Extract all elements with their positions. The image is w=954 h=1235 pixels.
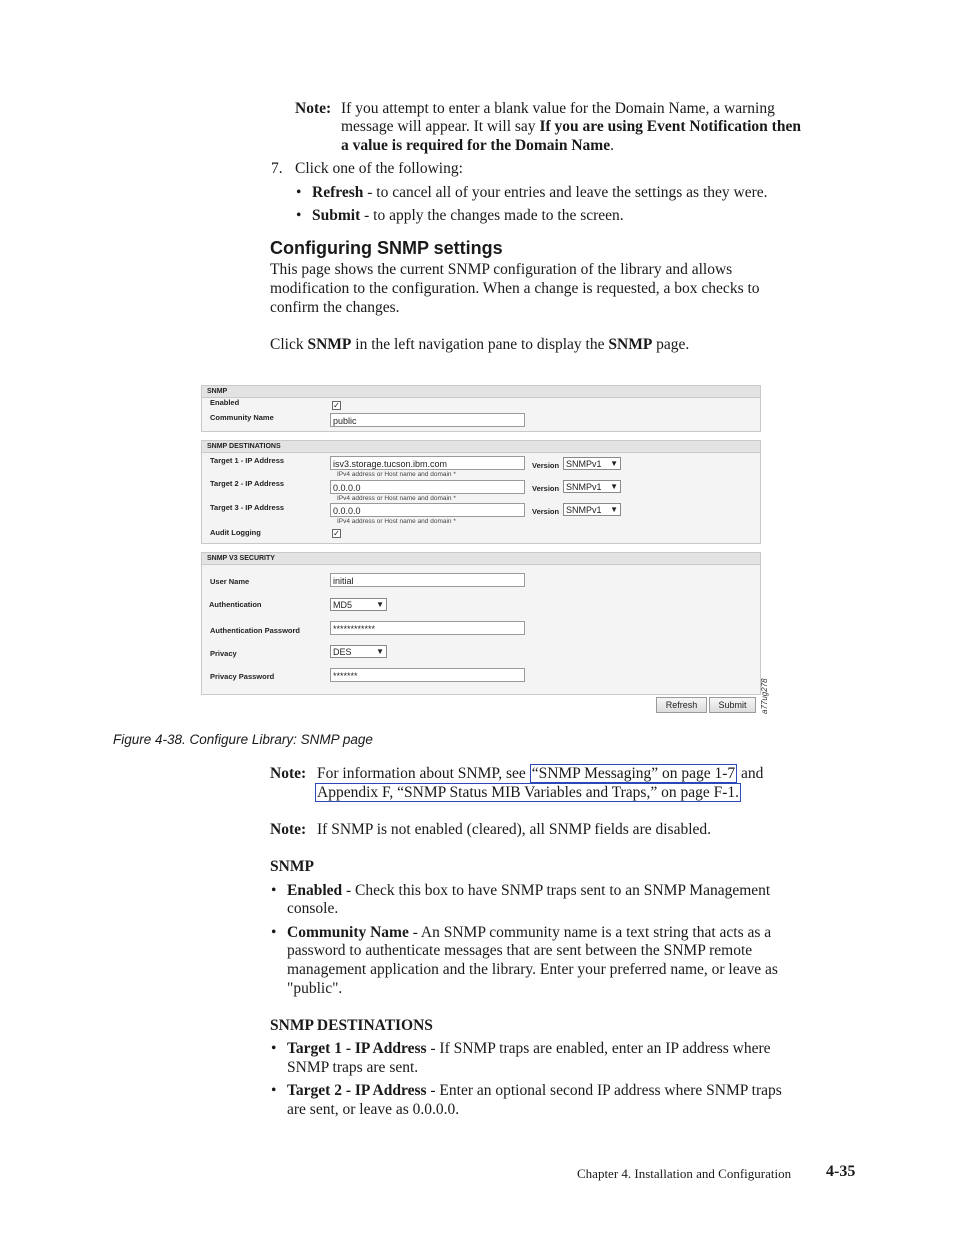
click-instruction: Click SNMP in the left navigation pane to display the SNMP page. xyxy=(270,336,690,353)
target2-input[interactable]: 0.0.0.0 xyxy=(330,480,525,494)
step-number: 7. xyxy=(271,160,283,177)
note3-label: Note: xyxy=(270,821,307,838)
chevron-down-icon: ▼ xyxy=(376,600,384,609)
community-description: password to authenticate messages that are sent between the SNMP remote xyxy=(287,942,753,959)
bullet-submit: Submit - to apply the changes made to the screen. xyxy=(312,207,624,224)
figure-caption: Figure 4-38. Configure Library: SNMP page xyxy=(113,732,373,747)
appendix-f-link[interactable]: Appendix F, “SNMP Status MIB Variables and Traps,” on page F-1. xyxy=(317,784,739,801)
privacy-password-input[interactable]: ******* xyxy=(330,668,525,682)
authentication-password-input[interactable]: ************ xyxy=(330,621,525,635)
refresh-button[interactable]: Refresh xyxy=(656,697,707,713)
enabled-description: Enabled - Check this box to have SNMP traps sent to an SNMP Management xyxy=(287,882,771,899)
authentication-label: Authentication xyxy=(209,600,262,609)
snmp-screenshot-figure xyxy=(201,384,781,719)
step-text: Click one of the following: xyxy=(295,160,463,177)
target2-version-label: Version xyxy=(532,484,560,493)
community-description: "public". xyxy=(287,980,343,997)
note-text: If you attempt to enter a blank value for the Domain Name, a warning xyxy=(341,100,775,117)
target3-version-label: Version xyxy=(532,507,560,516)
snmp-destinations-panel xyxy=(201,440,761,544)
privacy-label: Privacy xyxy=(210,649,237,658)
note3-text: If SNMP is not enabled (cleared), all SNMP fields are disabled. xyxy=(317,821,712,838)
target3-version-select[interactable]: SNMPv1 ▼ xyxy=(563,503,621,516)
target3-input[interactable]: 0.0.0.0 xyxy=(330,503,525,517)
bullet-refresh: Refresh - to cancel all of your entries and leave the settings as they were. xyxy=(312,184,768,201)
chevron-down-icon: ▼ xyxy=(376,647,384,656)
page-number: 4-35 xyxy=(826,1163,856,1180)
target3-hint: IPv4 address or Host name and domain * xyxy=(337,518,456,525)
target1-description: Target 1 - IP Address - If SNMP traps are enabled, enter an IP address where xyxy=(287,1040,771,1057)
note2-text xyxy=(315,783,741,802)
footer-chapter: Chapter 4. Installation and Configuration xyxy=(577,1166,792,1181)
note-text: a value is required for the Domain Name. xyxy=(341,137,614,154)
audit-logging-label: Audit Logging xyxy=(210,528,261,537)
privacy-select[interactable]: DES ▼ xyxy=(330,645,387,658)
community-name-input[interactable]: public xyxy=(330,413,525,427)
note2-text: For information about SNMP, see “SNMP Messaging” on page 1-7 and xyxy=(317,765,764,782)
target1-version-select[interactable]: SNMPv1 ▼ xyxy=(563,457,621,470)
submit-button[interactable]: Submit xyxy=(709,697,756,713)
user-name-input[interactable]: initial xyxy=(330,573,525,587)
target1-input[interactable]: isv3.storage.tucson.ibm.com xyxy=(330,456,525,470)
section-paragraph: confirm the changes. xyxy=(270,299,400,316)
authentication-password-label: Authentication Password xyxy=(210,626,301,635)
bullet-dot: • xyxy=(296,207,302,224)
bullet-dot: • xyxy=(296,184,302,201)
enabled-label: Enabled xyxy=(210,398,240,407)
bullet-dot: • xyxy=(271,924,277,941)
chevron-down-icon: ▼ xyxy=(610,459,618,468)
bullet-dot: • xyxy=(271,882,277,899)
target3-label: Target 3 - IP Address xyxy=(210,503,285,512)
user-name-label: User Name xyxy=(210,577,250,586)
snmp-v3-security-panel xyxy=(201,552,761,695)
authentication-select[interactable]: MD5 ▼ xyxy=(330,598,387,611)
target1-hint: IPv4 address or Host name and domain * xyxy=(337,471,456,478)
section-paragraph: This page shows the current SNMP configuration of the library and allows xyxy=(270,261,733,278)
destinations-panel-title: SNMP DESTINATIONS xyxy=(202,441,760,453)
note2-label: Note: xyxy=(270,765,307,782)
chevron-down-icon: ▼ xyxy=(610,505,618,514)
snmp-subheading: SNMP xyxy=(270,858,314,875)
snmp-panel-title: SNMP xyxy=(202,386,760,398)
community-name-label: Community Name xyxy=(210,413,274,422)
v3-panel-title: SNMP V3 SECURITY xyxy=(202,553,760,565)
section-paragraph: modification to the configuration. When a change is requested, a box checks to xyxy=(270,280,760,297)
bullet-dot: • xyxy=(271,1082,277,1099)
community-description: Community Name - An SNMP community name is a text string that acts as a xyxy=(287,924,772,941)
note-label: Note: xyxy=(295,100,332,117)
figure-id-tag: a77ug278 xyxy=(760,678,769,714)
enabled-checkbox[interactable]: ✓ xyxy=(333,401,340,410)
target2-description: Target 2 - IP Address - Enter an optional second IP address where SNMP traps xyxy=(287,1082,782,1099)
note-text: message will appear. It will say If you are using Event Notification then xyxy=(341,118,801,135)
privacy-password-label: Privacy Password xyxy=(210,672,275,681)
snmp-panel xyxy=(201,385,761,432)
enabled-description: console. xyxy=(287,900,339,917)
section-heading: Configuring SNMP settings xyxy=(270,238,503,258)
target2-version-select[interactable]: SNMPv1 ▼ xyxy=(563,480,621,493)
chevron-down-icon: ▼ xyxy=(610,482,618,491)
target2-description: are sent, or leave as 0.0.0.0. xyxy=(287,1101,460,1118)
target1-version-label: Version xyxy=(532,461,560,470)
snmp-messaging-link[interactable]: “SNMP Messaging” on page 1-7 xyxy=(531,765,736,782)
audit-logging-checkbox[interactable]: ✓ xyxy=(333,529,340,538)
target1-label: Target 1 - IP Address xyxy=(210,456,285,465)
target1-description: SNMP traps are sent. xyxy=(287,1059,419,1076)
target2-label: Target 2 - IP Address xyxy=(210,479,285,488)
destinations-subheading: SNMP DESTINATIONS xyxy=(270,1017,433,1034)
community-description: management application and the library. Enter your preferred name, or leave as xyxy=(287,961,778,978)
target2-hint: IPv4 address or Host name and domain * xyxy=(337,495,456,502)
bullet-dot: • xyxy=(271,1040,277,1057)
